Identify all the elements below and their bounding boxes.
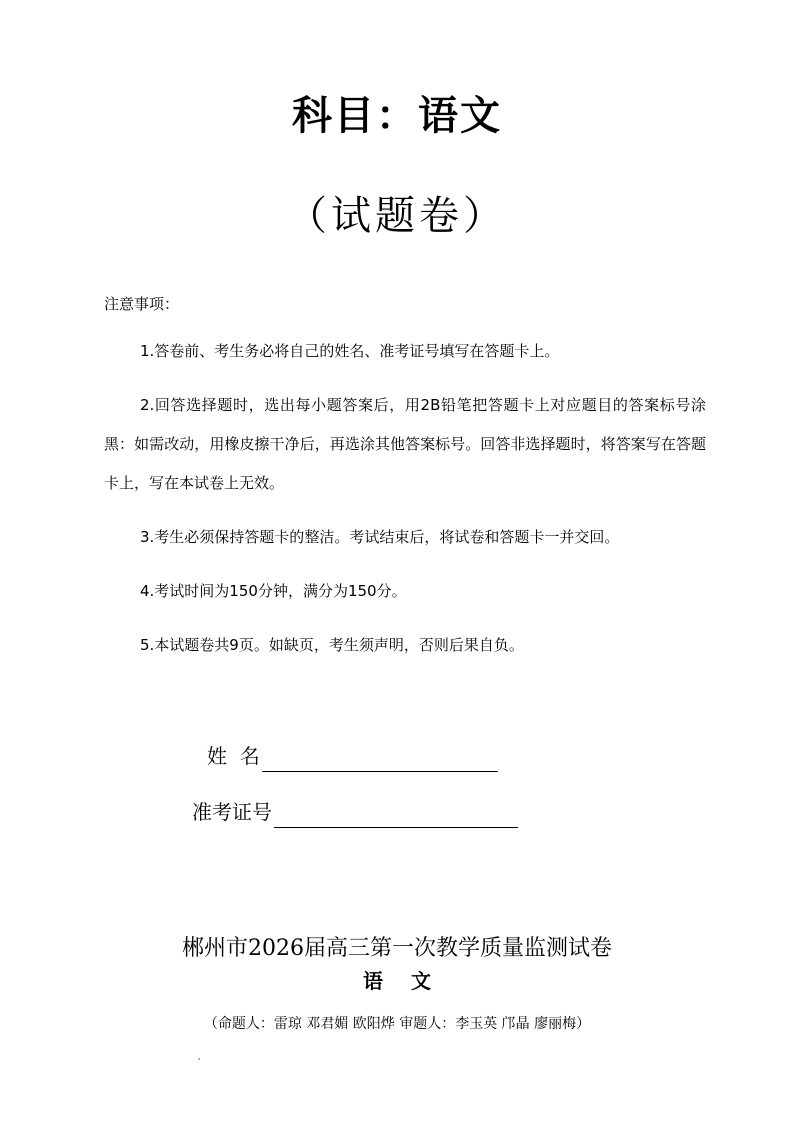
subject-title: 科目：语文 (292, 93, 502, 139)
notice-item: 4.考试时间为150分钟，满分为150分。 (140, 582, 407, 600)
exam-id-field-row (192, 796, 518, 828)
name-blank-line[interactable] (262, 745, 498, 772)
exam-name: 郴州市2026届高三第一次教学质量监测试卷 (182, 936, 612, 961)
notice-heading: 注意事项： (104, 295, 180, 313)
scan-speck (198, 1058, 200, 1060)
exam-id-blank-line[interactable] (274, 801, 518, 828)
name-field-row (207, 740, 498, 772)
authors-line: （命题人：雷琼 邓君媚 欧阳烨 审题人：李玉英 邝晶 廖丽梅） (203, 1016, 591, 1032)
name-label: 姓 名 (207, 744, 260, 768)
paper-type-label: （试题卷） (287, 193, 507, 239)
exam-subject: 语文 (363, 969, 459, 993)
notice-item: 3.考生必须保持答题卡的整洁。考试结束后，将试卷和答题卡一并交回。 (140, 528, 620, 546)
notice-item: 5.本试题卷共9页。如缺页，考生须声明，否则后果自负。 (140, 636, 524, 654)
exam-id-label: 准考证号 (192, 800, 272, 824)
notice-item: 1.答卷前、考生务必将自己的姓名、准考证号填写在答题卡上。 (140, 342, 560, 360)
notice-section (104, 292, 706, 680)
notice-item: 2.回答选择题时，选出每小题答案后，用2B铅笔把答题卡上对应题目的答案标号涂黑：如需改动，用橡皮擦干净后，再选涂其他答案标号。回答非选择题时，将答案写在答题卡上，写在本试卷上无效。 (104, 396, 706, 492)
notice-list (104, 332, 706, 665)
